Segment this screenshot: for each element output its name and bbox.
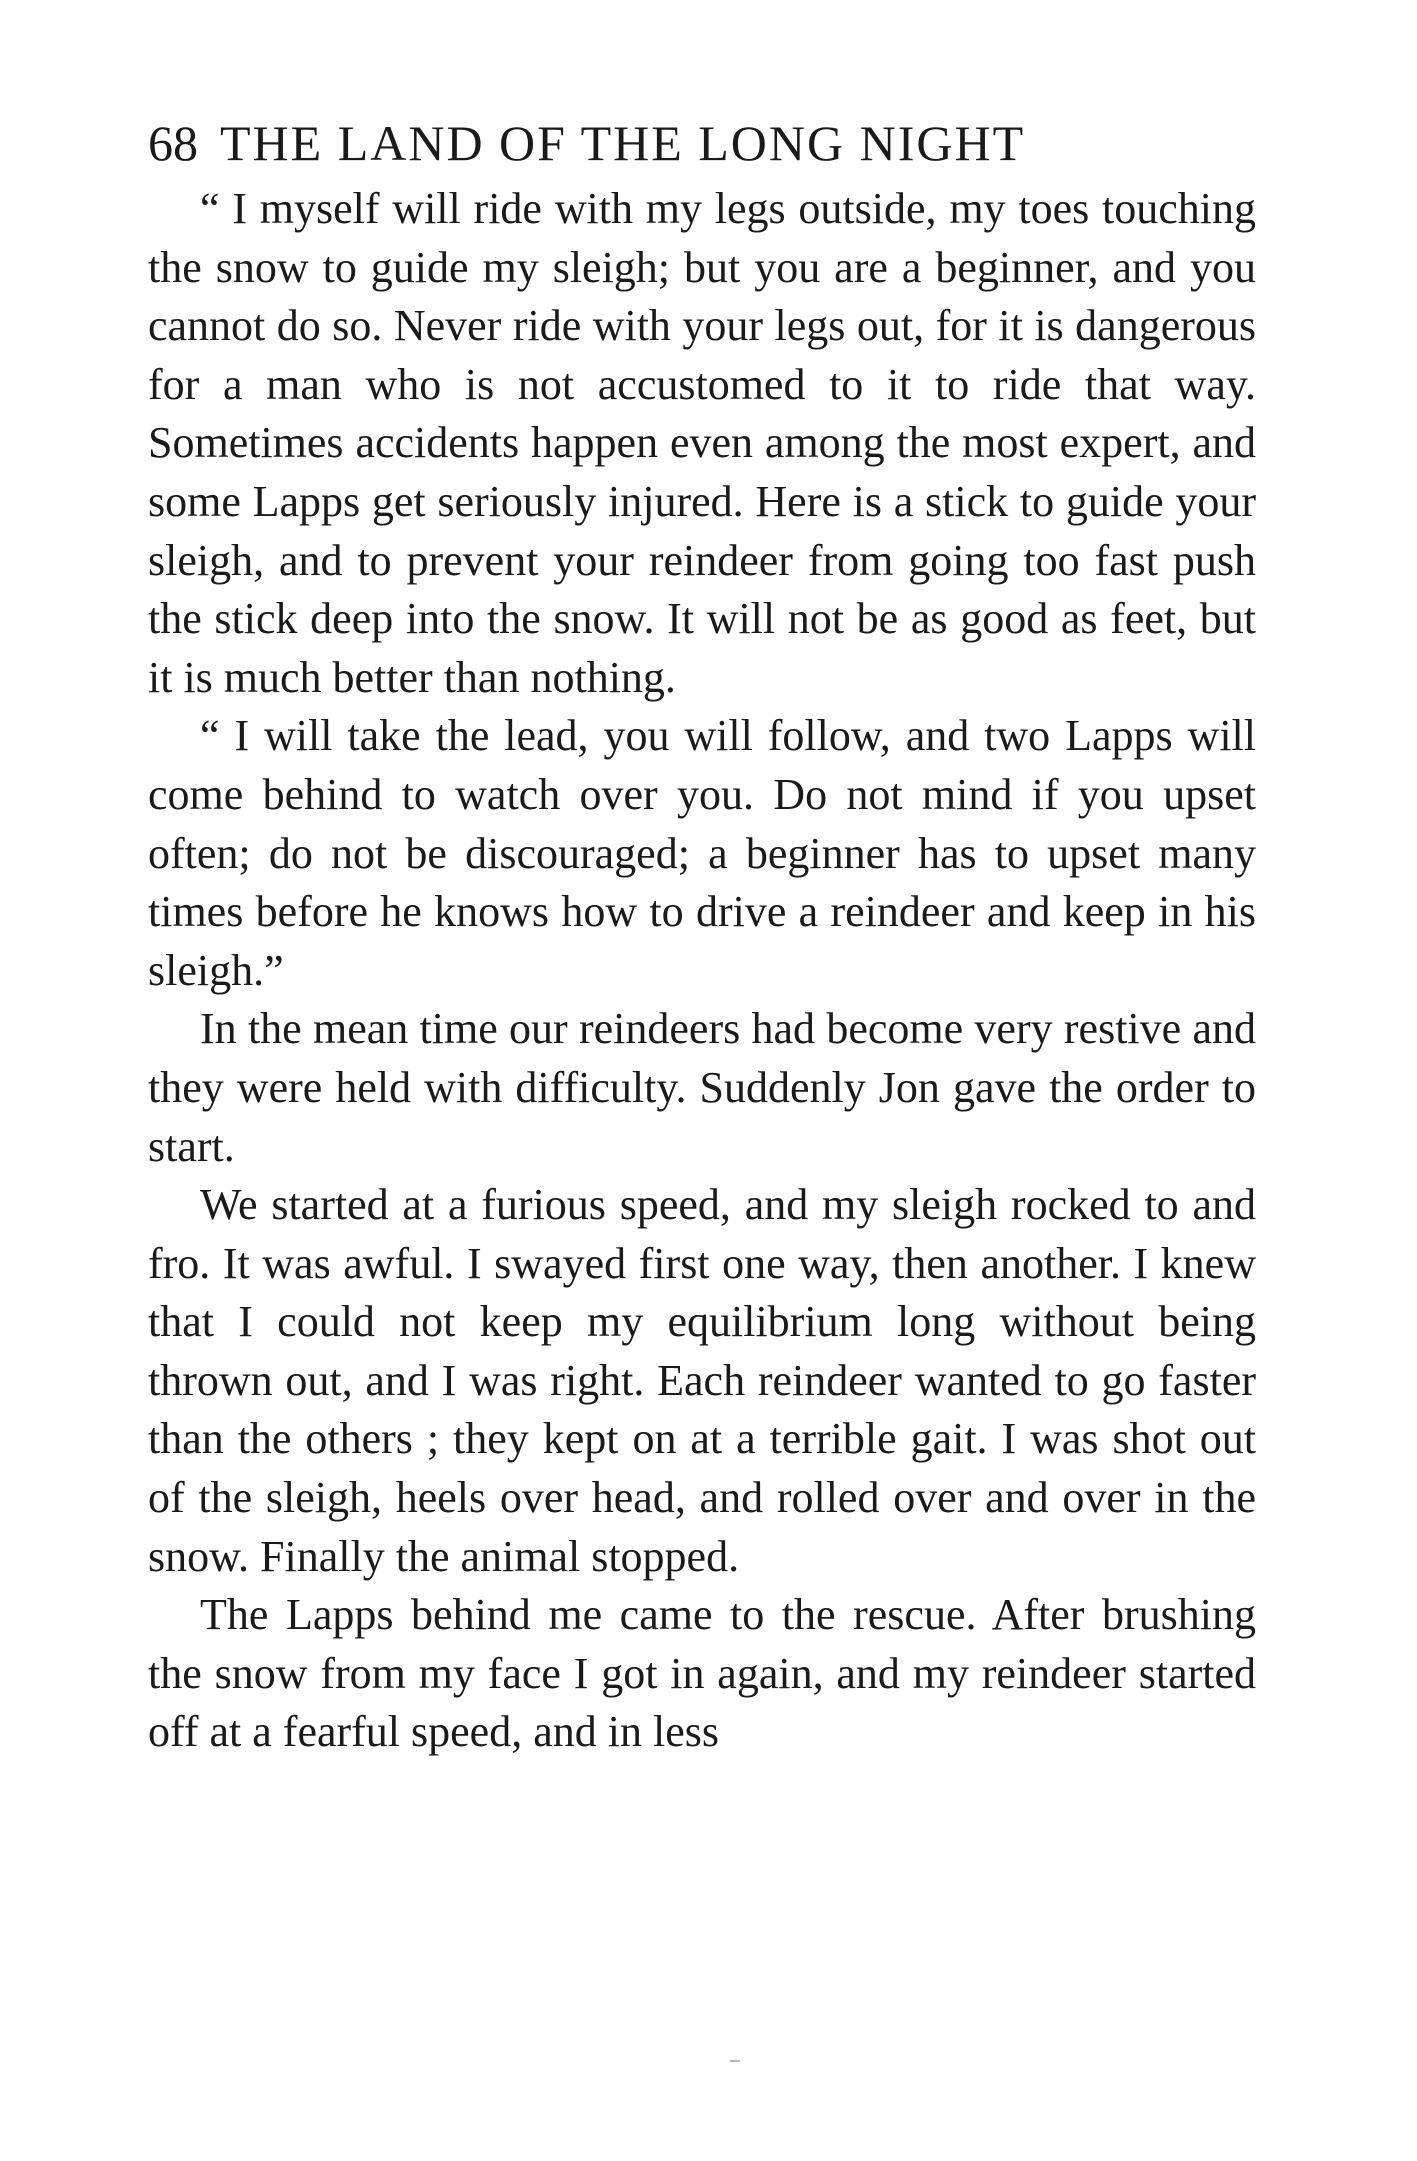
paragraph: “ I myself will ride with my legs outside, my toes touching the snow to guide my sleigh; but you are a beginner, and you cannot do so. Never ride with your legs out, for it is dangerous for a man who is not accustomed to it to ride that way. Sometimes accidents happen even among the most expert, and some Lapps get seriously injured. Here is a stick to guide your sleigh, and to prevent your reindeer from going too fast push the stick deep into the snow. It will not be as good as feet, but it is much better than nothing. bbox=[148, 184, 1256, 702]
running-head bbox=[148, 115, 1256, 171]
book-page bbox=[148, 115, 1256, 1762]
page-number: 68 bbox=[148, 115, 198, 171]
body-text bbox=[148, 180, 1256, 1762]
paragraph: We started at a furious speed, and my sleigh rocked to and fro. It was awful. I swayed first one way, then another. I knew that I could not keep my equilibrium long without being thrown out, and I was right. Each reindeer wanted to go faster than the others ; they kept on at a terrible gait. I was shot out of the sleigh, heels over head, and rolled over and over in the snow. Finally the animal stopped. bbox=[148, 1180, 1256, 1581]
paragraph: The Lapps behind me came to the rescue. After brushing the snow from my face I got in again, and my reindeer started off at a fearful speed, and in less bbox=[148, 1590, 1256, 1757]
paper-speck bbox=[730, 2060, 740, 2062]
paragraph: In the mean time our reindeers had become very restive and they were held with difficulty. Suddenly Jon gave the order to start. bbox=[148, 1004, 1256, 1171]
paragraph: “ I will take the lead, you will follow, and two Lapps will come behind to watch over you. Do not mind if you upset often; do not be discouraged; a beginner has to upset many times before he knows how to drive a reindeer and keep in his sleigh.” bbox=[148, 711, 1256, 995]
running-title: THE LAND OF THE LONG NIGHT bbox=[220, 115, 1026, 171]
